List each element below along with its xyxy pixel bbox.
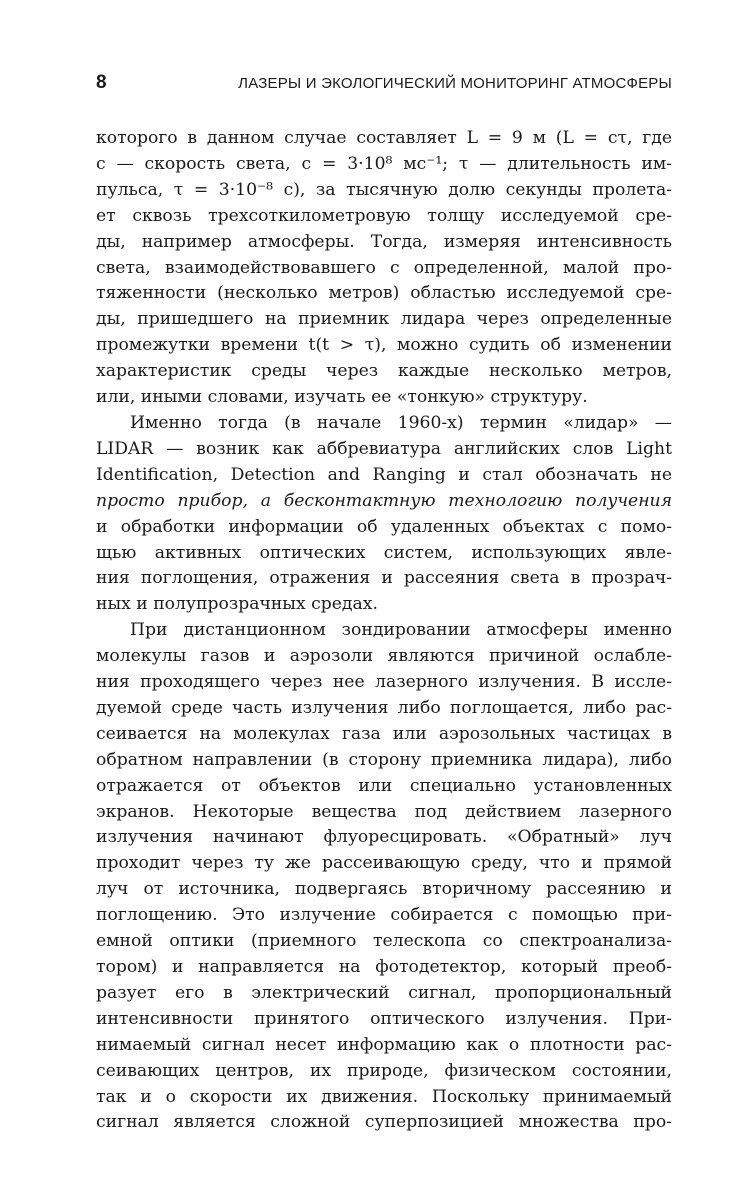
paragraph-1 (96, 126, 672, 411)
text-line: щью активных оптических систем, использующих явле- (96, 542, 672, 563)
paragraph-3 (96, 618, 672, 1136)
text-line: интенсивности принятого оптического излучения. При- (96, 1008, 672, 1029)
text-line: пульса, τ = 3·10⁻⁸ с), за тысячную долю секунды пролета- (96, 179, 672, 200)
text-line: отражается от объектов или специально установленных (96, 775, 672, 796)
text-line: характеристик среды через каждые несколько метров, (96, 361, 672, 382)
text-line: обратном направлении (в сторону приемника лидара), либо (96, 749, 672, 770)
text-line: просто прибор, а бесконтактную технологию получения (96, 490, 672, 511)
text-line: тором) и направляется на фотодетектор, который преоб- (96, 957, 672, 977)
text-line: или, иными словами, изучать ее «тонкую» структуру. (96, 387, 588, 408)
text-line: разует его в электрический сигнал, пропорциональный (96, 982, 672, 1003)
text-line: Именно тогда (в начале 1960-х) термин «лидар» — (130, 412, 672, 433)
text-line: ния поглощения, отражения и рассеяния света в прозрач- (96, 568, 672, 589)
text-line: так и о скорости их движения. Поскольку принимаемый (96, 1086, 672, 1107)
running-title: ЛАЗЕРЫ И ЭКОЛОГИЧЕСКИЙ МОНИТОРИНГ АТМОСФЕРЫ (238, 75, 672, 92)
text-line: луч от источника, подвергаясь вторичному рассеянию и (96, 879, 672, 900)
text-line: света, взаимодействовавшего с определенной, малой про- (96, 257, 672, 278)
text-line: емной оптики (приемного телескопа со спектроанализа- (96, 931, 672, 952)
text-line: LIDAR — возник как аббревиатура английских слов Light (96, 438, 672, 459)
text-line: ных и полупрозрачных средах. (96, 594, 378, 615)
text-line: сигнал является сложной суперпозицией множества про- (96, 1112, 672, 1133)
text-line: ет сквозь трехсоткилометровую толщу исследуемой сре- (96, 205, 672, 226)
paragraph-2 (96, 411, 672, 618)
text-line: нимаемый сигнал несет информацию как о плотности рас- (96, 1034, 672, 1055)
text-line: сеивающих центров, их природе, физическом состоянии, (96, 1060, 672, 1081)
text-line: ды, пришедшего на приемник лидара через определенные (96, 309, 672, 330)
text-line: При дистанционном зондировании атмосферы именно (130, 620, 672, 641)
text-line: c — скорость света, c = 3·10⁸ мс⁻¹; τ — длительность им- (96, 153, 672, 174)
page-number: 8 (96, 72, 107, 93)
text-line: и обработки информации об удаленных объектах с помо- (96, 516, 672, 537)
text-line: молекулы газов и аэрозоли являются причиной ослабле- (96, 646, 672, 667)
text-line: проходит через ту же рассеивающую среду, что и прямой (96, 853, 672, 874)
page-header (96, 72, 672, 106)
text-line: промежутки времени t(t > τ), можно судить об изменении (96, 335, 672, 356)
text-line: ния проходящего через нее лазерного излучения. В иссле- (96, 672, 672, 693)
text-line: ды, например атмосферы. Тогда, измеряя интенсивность (96, 231, 672, 252)
book-page (96, 72, 672, 1136)
text-line: поглощению. Это излучение собирается с помощью при- (96, 905, 672, 926)
text-line: излучения начинают флуоресцировать. «Обратный» луч (96, 827, 672, 848)
text-line: которого в данном случае составляет L = 9 м (L = cτ, где (96, 128, 672, 148)
text-line: Identification, Detection and Ranging и стал обозначать не (96, 464, 672, 485)
text-line: экранов. Некоторые вещества под действием лазерного (96, 801, 672, 822)
text-line: тяженности (несколько метров) областью исследуемой сре- (96, 283, 672, 304)
text-line: сеивается на молекулах газа или аэрозольных частицах в (96, 723, 672, 744)
body-text (96, 126, 672, 1136)
text-line: дуемой среде часть излучения либо поглощается, либо рас- (96, 697, 672, 718)
